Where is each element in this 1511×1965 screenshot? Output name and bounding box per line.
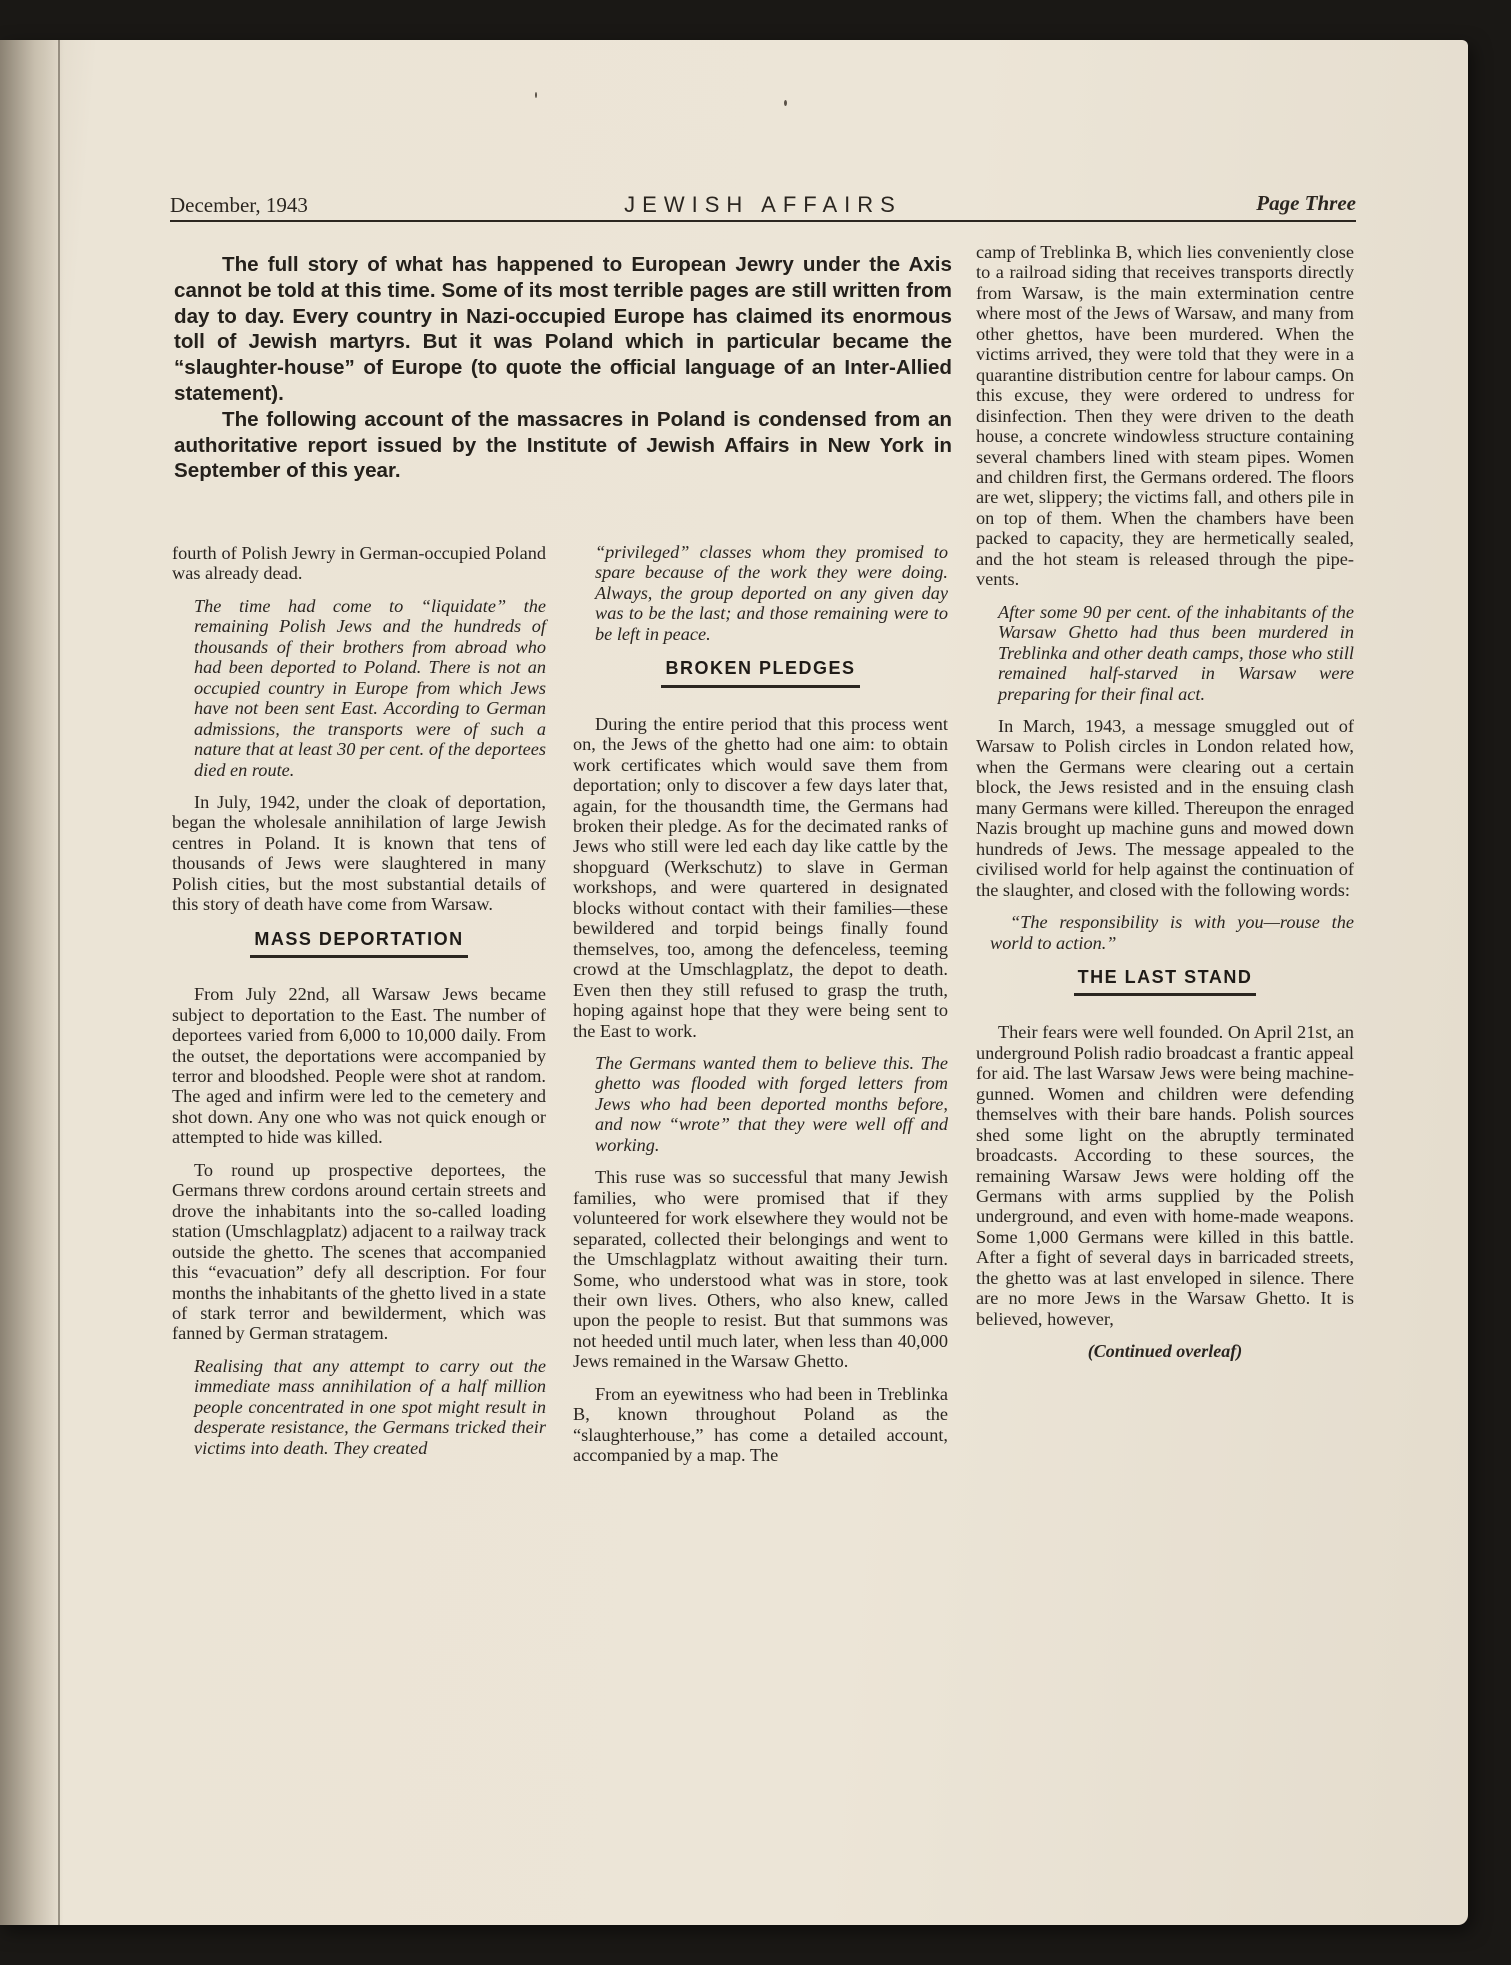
column-3 — [976, 242, 1354, 1374]
body-paragraph: From an eyewitness who had been in Treblinka B, known throughout Poland as the “slaughterhouse,” has come a detailed account, accompanied by a map. The — [573, 1383, 948, 1466]
italic-paragraph: Realising that any attempt to carry out the immediate mass annihilation of a half million people concentrated in one spot might result in desperate resistance, the Germans tricked their victims into death. They created — [194, 1355, 546, 1458]
continued-note: (Continued overleaf) — [1087, 1341, 1243, 1362]
publication-title: JEWISH AFFAIRS — [624, 192, 902, 217]
paper-speck — [535, 92, 537, 98]
section-heading: MASS DEPORTATION — [172, 929, 546, 958]
body-paragraph: To round up prospective deportees, the Germans threw cordons around certain streets and drove the inhabitants into the so-called loading station (Umschlagplatz) adjacent to a railway track outside the ghetto. The scenes that accompanied this “evacuation” defy all description. For four months the inhabitants of the ghetto lived in a state of stark terror and bewilderment, which was fanned by German stratagem. — [172, 1159, 546, 1344]
pull-quote: “The responsibility is with you—rouse the world to action.” — [990, 912, 1354, 953]
body-paragraph: From July 22nd, all Warsaw Jews became subject to deportation to the East. The number of deportees varied from 6,000 to 10,000 daily. From the outset, the deportations were accompanied by terror and bloodshed. People were shot at random. The aged and infirm were led to the cemetery and shot down. Any one who was not quick enough or attempted to hide was killed. — [172, 984, 546, 1148]
intro-block — [174, 252, 952, 484]
column-2 — [573, 542, 948, 1478]
body-paragraph: This ruse was so successful that many Jewish families, who were promised that if they volunteered for work elsewhere they would not be separated, collected their belongings and went to the Umschlagplatz without awaiting their turn. Some, who understood what was in store, took their own lives. Others, who also knew, called upon the people to resist. But that summons was not heeded until much later, when less than 40,000 Jews remained in the Warsaw Ghetto. — [573, 1167, 948, 1372]
paper-speck — [784, 100, 787, 106]
body-paragraph: camp of Treblinka B, which lies conveniently close to a railroad siding that receives transports directly from Warsaw, is the main extermination centre where most of the Jews of Warsaw, and many from other ghettos, have been murdered. When the victims arrived, they were told that they were in a quarantine distribution centre for labour camps. On this excuse, they were ordered to undress for disinfection. Then they were driven to the death house, a concrete windowless structure containing several chambers lined with steam pipes. Women and children first, the Germans ordered. The floors are wet, slippery; the victims fall, and others pile in on top of them. When the chambers have been packed to capacity, they are hermetically sealed, and the hot steam is released through the pipe-vents. — [976, 242, 1354, 590]
issue-date: December, 1943 — [170, 193, 308, 217]
spine-edge — [58, 40, 60, 1925]
body-paragraph: During the entire period that this process went on, the Jews of the ghetto had one aim: to obtain work certificates which would save them from deportation; only to discover a few days later that, again, for the thousandth time, the Germans had broken their pledge. As for the decimated ranks of Jews who still were led each day like cattle by the shopguard (Werkschutz) to slave in German workshops, and were quartered in designated blocks without contact with their families—these bewildered and torpid beings finally found themselves, too, among the defenceless, teeming crowd at the Umschlagplatz, the depot to death. Even then they still refused to grasp the truth, hoping against hope that they were being sent to the East to work. — [573, 713, 948, 1041]
body-paragraph: fourth of Polish Jewry in German-occupied Poland was already dead. — [172, 543, 546, 584]
italic-paragraph: After some 90 per cent. of the inhabitants of the Warsaw Ghetto had thus been murdered in Treblinka and other death camps, those who still remained half-starved in Warsaw were preparing for their final act. — [998, 601, 1354, 704]
body-paragraph: Their fears were well founded. On April 21st, an underground Polish radio broadcast a frantic appeal for aid. The last Warsaw Jews were being machine-gunned. Women and children were defending themselves with their bare hands. Polish sources shed some light on the abruptly terminated broadcasts. According to these sources, the remaining Warsaw Jews were holding off the Germans with arms supplied by the Polish underground, and even with home-made weapons. Some 1,000 Germans were killed in this battle. After a fight of several days in barricaded streets, the ghetto was at last enveloped in silence. There are no more Jews in the Warsaw Ghetto. It is believed, however, — [976, 1022, 1354, 1329]
italic-paragraph: “privileged” classes whom they promised to spare because of the work they were doing. Always, the group deported on any given day was to be the last; and those remaining were to be left in peace. — [595, 542, 948, 644]
page-spine — [0, 40, 64, 1925]
body-paragraph: In July, 1942, under the cloak of deportation, began the wholesale annihilation of large Jewish centres in Poland. It is known that tens of thousands of Jews were slaughtered in many Polish cities, but the most substantial details of this story of death have come from Warsaw. — [172, 791, 546, 915]
intro-paragraph: The full story of what has happened to European Jewry under the Axis cannot be told at this time. Some of its most terrible pages are still written from day to day. Every country in Nazi-occupied Europe has claimed its enormous toll of Jewish martyrs. But it was Poland which in particular became the “slaughter-house” of Europe (to quote the official language of an Inter-Allied statement). — [174, 253, 952, 405]
running-header — [170, 180, 1356, 222]
page-number: Page Three — [1256, 191, 1356, 215]
italic-paragraph: The time had come to “liquidate” the remaining Polish Jews and the hundreds of thousands of their brothers from abroad who had been deported to Poland. There is not an occupied country in Europe from which Jews have not been sent East. According to German admissions, the transports were of such a nature that at least 30 per cent. of the deportees died en route. — [194, 595, 546, 780]
section-heading: BROKEN PLEDGES — [573, 658, 948, 687]
body-paragraph: In March, 1943, a message smuggled out of Warsaw to Polish circles in London related how, when the Germans were clearing out a certain block, the Jews resisted and in the ensuing clash many Germans were killed. Thereupon the enraged Nazis brought up machine guns and mowed down hundreds of Jews. The message appealed to the civilised world for help against the continuation of the slaughter, and closed with the following words: — [976, 715, 1354, 900]
intro-paragraph: The following account of the massacres in Poland is condensed from an authoritative report issued by the Institute of Jewish Affairs in New York in September of this year. — [174, 407, 952, 483]
section-heading: THE LAST STAND — [976, 967, 1354, 996]
column-1 — [172, 543, 546, 1470]
italic-paragraph: The Germans wanted them to believe this. The ghetto was flooded with forged letters from Jews who had been deported months before, and now “wrote” that they were well off and working. — [595, 1052, 948, 1155]
